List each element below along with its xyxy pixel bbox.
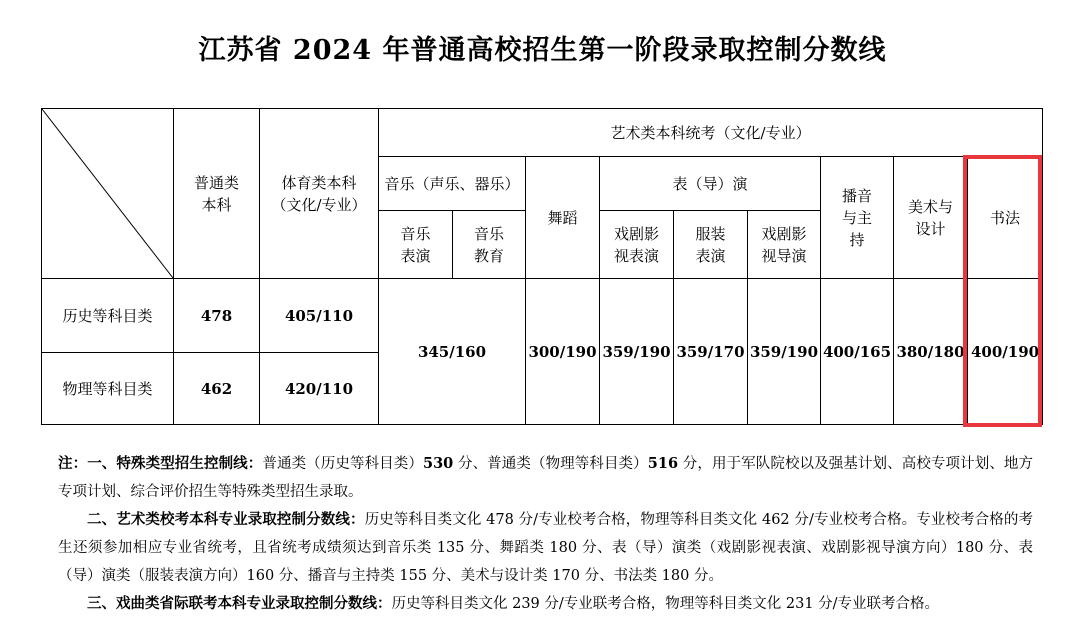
row-label-lishi: 历史等科目类 (42, 279, 174, 353)
cell-shufa: 400/190 (968, 279, 1043, 425)
note-1-label: 注：一、特殊类型招生控制线： (58, 455, 263, 472)
note-1-text-a: 普通类（历史等科目类） (262, 456, 423, 472)
cell-xiju-daoyan: 359/190 (748, 279, 821, 425)
header-tiyu: 体育类本科（文化/专业） (260, 109, 379, 279)
header-meishu: 美术与设计 (894, 157, 968, 279)
cell-meishu: 380/180 (894, 279, 968, 425)
header-yinyue: 音乐（声乐、器乐） (379, 157, 526, 211)
note-1 (58, 450, 1033, 506)
header-putong: 普通类本科 (174, 109, 260, 279)
note-3-label: 三、戏曲类省际联考本科专业录取控制分数线： (87, 595, 392, 612)
cell-putong-lishi: 478 (174, 279, 260, 353)
notes-section (58, 450, 1033, 618)
header-boyin: 播音与主持 (821, 157, 894, 279)
note-1-text-b: 分、普通类（物理等科目类） (453, 456, 648, 472)
header-xiju-daoyan: 戏剧影视导演 (748, 211, 821, 279)
note-2-label: 二、艺术类校考本科专业录取控制分数线： (87, 511, 365, 528)
cell-tiyu-lishi: 405/110 (260, 279, 379, 353)
note-1-num-a: 530 (422, 455, 454, 472)
cell-putong-wuli: 462 (174, 353, 260, 425)
note-1-text-c: 分，用于军队院校以及强基计划、高校专项计划、地方专项计划、综合评价招生等特殊类型招生录取。 (58, 456, 1034, 500)
header-fuzhuang: 服装表演 (674, 211, 748, 279)
cell-fuzhuang: 359/170 (674, 279, 748, 425)
note-2-text: 历史等科目类文化 478 分/专业校考合格，物理等科目类文化 462 分/专业校考合格。专业校考合格的考生还须参加相应专业省统考，且省统考成绩须达到音乐类 135 分、舞蹈类 180 分、表（导）演类（戏剧影视表演、戏剧影视导演方向）180 分、表（导）演类（服装表演方向）160 分、播音与主持类 155 分、美术与设计类 170 分、书法类 180 分。 (58, 512, 1033, 584)
note-1-num-b: 516 (647, 455, 679, 472)
cell-boyin: 400/165 (821, 279, 894, 425)
table-row (42, 279, 1043, 353)
note-2 (58, 506, 1033, 590)
header-yinyue-jiaoyu: 音乐教育 (453, 211, 526, 279)
score-table (41, 108, 1043, 425)
note-3-text: 历史等科目类文化 239 分/专业联考合格，物理等科目类文化 231 分/专业联考合格。 (391, 596, 940, 612)
header-wudao: 舞蹈 (526, 157, 600, 279)
header-shufa: 书法 (968, 157, 1043, 279)
cell-wudao: 300/190 (526, 279, 600, 425)
header-yishu: 艺术类本科统考（文化/专业） (379, 109, 1043, 157)
cell-yinyue: 345/160 (379, 279, 526, 425)
header-biaodaoyan: 表（导）演 (600, 157, 821, 211)
diagonal-line (42, 109, 173, 278)
row-label-wuli: 物理等科目类 (42, 353, 174, 425)
cell-xiju-biaoyan: 359/190 (600, 279, 674, 425)
header-xiju-biaoyan: 戏剧影视表演 (600, 211, 674, 279)
note-3 (58, 590, 1033, 618)
page-title: 江苏省 2024 年普通高校招生第一阶段录取控制分数线 (198, 35, 887, 66)
corner-header (42, 109, 174, 279)
header-yinyue-biaoyan: 音乐表演 (379, 211, 453, 279)
cell-tiyu-wuli: 420/110 (260, 353, 379, 425)
